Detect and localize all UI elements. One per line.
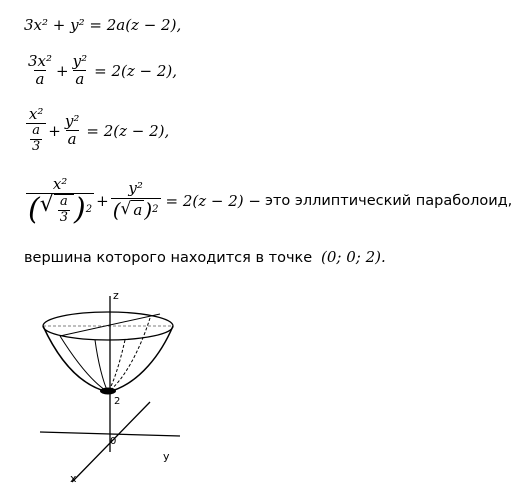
vertex-label: 2 [114,396,121,407]
plus-sign: + [48,121,61,140]
left-paren: ( [28,192,40,228]
vertex-tip [100,388,116,395]
equation-3-rhs: = 2(z − 2), [86,121,170,140]
numerator: 3x² [28,52,53,70]
radical-sign: √ [39,192,54,218]
equation-4-description: это эллиптический параболоид, [264,193,512,210]
equation-4-rhs: = 2(z − 2) − [165,192,261,211]
denominator: a [75,70,85,89]
plus-sign: + [96,192,109,211]
y-axis-label: y [163,450,170,463]
radical-sign: √ [120,199,132,220]
sqrt-body: a [133,201,143,220]
sqrt-denominator: 3 [59,210,69,226]
numerator: y² [64,111,80,130]
equation-1-text: 3x² + y² = 2a(z − 2), [24,16,182,34]
z-axis-label: z [113,289,119,302]
equation-2-rhs: = 2(z − 2), [94,61,178,80]
right-paren: ) [144,197,153,222]
right-paren: ) [74,192,86,228]
inner-numerator: a [32,123,41,139]
meridian-left-front [60,336,108,392]
numerator: y² [128,179,143,198]
numerator: x² [28,105,44,123]
origin-label: 0 [110,436,117,447]
denominator: a [67,130,77,149]
numerator: y² [72,52,88,70]
vertex-sentence-text: вершина которого находится в точке [24,250,313,266]
inner-denominator: 3 [32,139,41,155]
plus-sign: + [56,61,69,80]
x-axis-label: x [70,472,77,485]
meridian-front [95,340,108,392]
sqrt-numerator: a [60,194,68,210]
denominator: ( √ a ) 2 [112,197,159,222]
numerator: x² [52,175,68,193]
meridian-back-dashed [108,318,150,392]
denominator: ( √ $\frac{a}{3}$ ) 2 [28,192,93,228]
left-paren: ( [112,197,121,222]
vertex-point: (0; 0; 2). [320,248,386,266]
denominator: a [35,70,45,89]
